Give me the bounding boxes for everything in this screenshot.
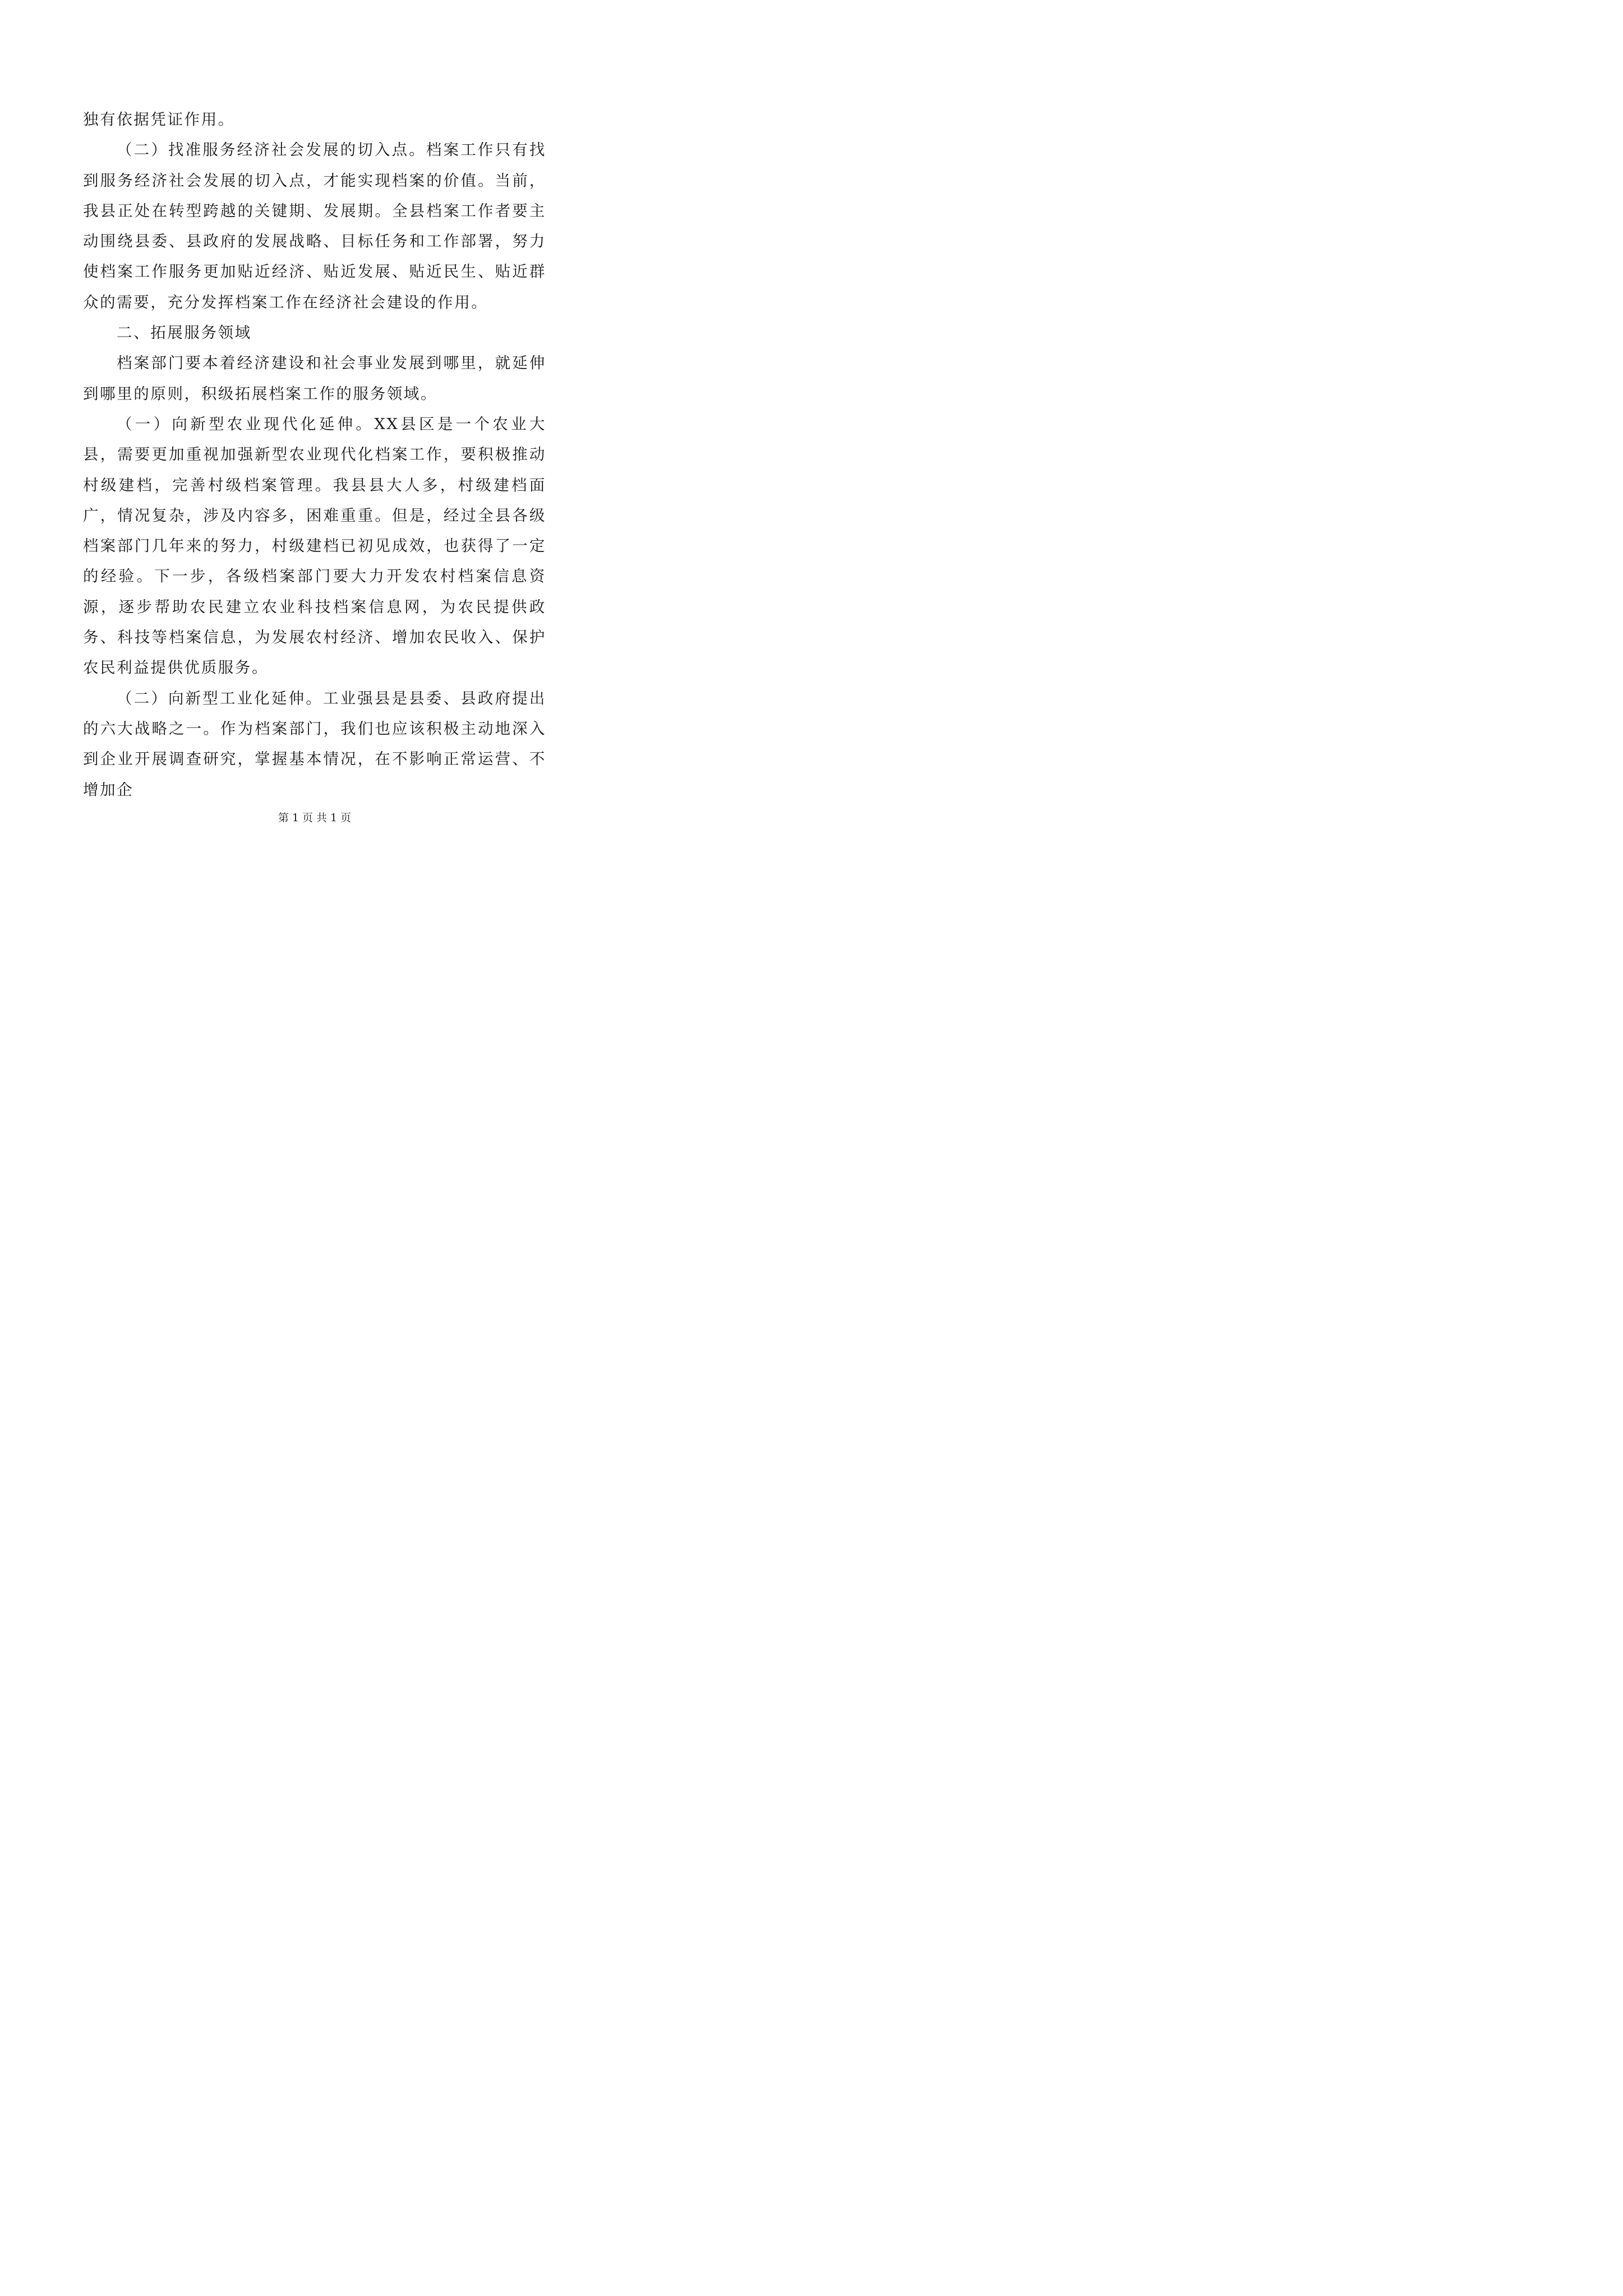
paragraph-agriculture: （一）向新型农业现代化延伸。XX县区是一个农业大县，需要更加重视加强新型农业现代化档案工作，要积极推动村级建档，完善村级档案管理。我县县大人多，村级建档面广，情况复杂，涉及内容多，困难重重。但是，经过全县各级档案部门几年来的努力，村级建档已初见成效，也获得了一定的经验。下一步，各级档案部门要大力开发农村档案信息资源，逐步帮助农民建立农业科技档案信息网，为农民提供政务、科技等档案信息，为发展农村经济、增加农民收入、保护农民利益提供优质服务。	[83, 415, 546, 677]
paragraph-expand-intro: 档案部门要本着经济建设和社会事业发展到哪里，就延伸到哪里的原则，积级拓展档案工作的服务领域。	[83, 354, 546, 403]
page-footer: 第 1 页 共 1 页	[278, 812, 352, 824]
paragraph-industrialization: （二）向新型工业化延伸。工业强县是县委、县政府提出的六大战略之一。作为档案部门，我们也应该积极主动地深入到企业开展调查研究，掌握基本情况，在不影响正常运营、不增加企	[83, 689, 546, 799]
document-page	[0, 0, 629, 890]
paragraph-continuation: 独有依据凭证作用。	[83, 111, 235, 128]
paragraph-section-two-item-two: （二）找准服务经济社会发展的切入点。档案工作只有找到服务经济社会发展的切入点，才能实现档案的价值。当前，我县正处在转型跨越的关键期、发展期。全县档案工作者要主动围绕县委、县政府的发展战略、目标任务和工作部署，努力使档案工作服务更加贴近经济、贴近发展、贴近民生、贴近群众的需要，充分发挥档案工作在经济社会建设的作用。	[83, 141, 546, 311]
document-body	[83, 104, 546, 805]
section-heading-expand-service: 二、拓展服务领域	[117, 324, 252, 342]
